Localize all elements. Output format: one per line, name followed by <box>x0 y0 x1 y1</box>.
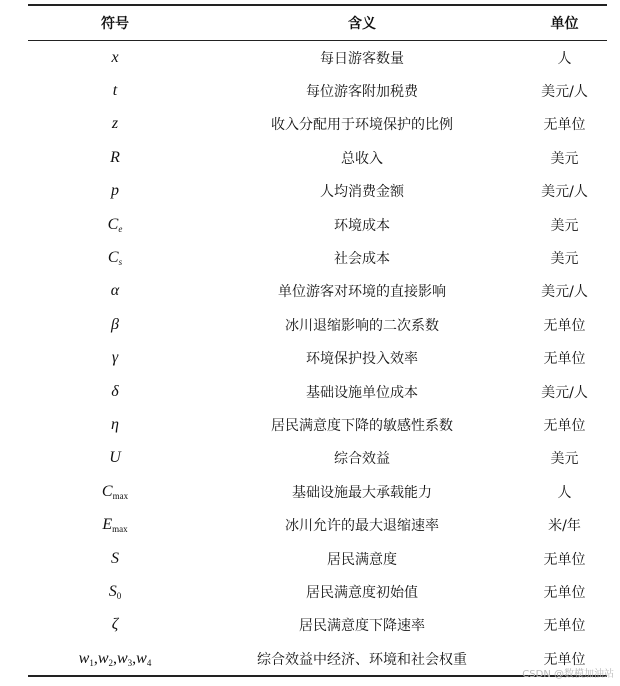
header-unit: 单位 <box>550 16 579 32</box>
meaning-cell: 每位游客附加税费 <box>306 84 418 101</box>
symbol-base: U <box>109 449 121 467</box>
symbol-cell <box>28 175 202 208</box>
meaning-cell: 综合效益 <box>334 451 390 468</box>
table-row <box>28 575 607 608</box>
symbol-cell <box>28 342 202 375</box>
symbol-cell <box>28 308 202 341</box>
symbol-base: p <box>111 182 119 200</box>
symbol-base: β <box>111 315 119 333</box>
symbol-cell <box>28 74 202 107</box>
symbol-table-container <box>28 4 607 677</box>
symbol-cell <box>28 408 202 441</box>
meaning-cell: 冰川允许的最大退缩速率 <box>285 518 439 535</box>
unit-cell: 美元/人 <box>541 84 588 101</box>
unit-cell: 人 <box>557 484 572 501</box>
unit-cell: 米/年 <box>548 518 581 535</box>
symbol-base: C <box>101 482 113 500</box>
table-body <box>28 41 607 677</box>
symbol-base: E <box>102 516 113 534</box>
table-row <box>28 41 607 75</box>
table-row <box>28 175 607 208</box>
meaning-cell: 单位游客对环境的直接影响 <box>278 284 446 301</box>
table-row <box>28 609 607 642</box>
watermark: CSDN @数模加油站 <box>522 669 614 680</box>
meaning-cell: 基础设施单位成本 <box>306 384 418 401</box>
header-symbol: 符号 <box>101 16 129 32</box>
symbol-table <box>28 4 607 677</box>
unit-cell: 美元/人 <box>541 284 588 301</box>
unit-cell: 无单位 <box>543 417 586 434</box>
unit-cell: 无单位 <box>543 317 586 334</box>
table-row <box>28 208 607 241</box>
meaning-cell: 环境成本 <box>334 217 390 234</box>
table-row <box>28 241 607 274</box>
unit-cell: 无单位 <box>543 551 586 568</box>
table-row <box>28 375 607 408</box>
unit-cell: 美元/人 <box>541 184 588 201</box>
header-row <box>28 5 607 41</box>
header-meaning: 含义 <box>348 16 376 32</box>
symbol-cell <box>28 241 202 274</box>
symbol-cell <box>28 108 202 141</box>
symbol-base: ζ <box>111 616 119 634</box>
symbol-cell <box>28 375 202 408</box>
symbol-subscript: max <box>112 524 128 535</box>
symbol-subscript: 0 <box>116 590 122 601</box>
symbol-base: δ <box>111 382 119 400</box>
meaning-cell: 收入分配用于环境保护的比例 <box>271 117 453 134</box>
symbol-base: α <box>110 282 120 300</box>
table-row <box>28 542 607 575</box>
symbol-base: S <box>108 582 117 600</box>
meaning-cell: 社会成本 <box>334 251 390 268</box>
symbol-subscript: s <box>118 257 123 268</box>
symbol-cell <box>28 41 202 75</box>
symbol-base: η <box>111 415 119 433</box>
table-header <box>28 5 607 41</box>
table-row <box>28 108 607 141</box>
symbol-cell <box>28 542 202 575</box>
unit-cell: 美元/人 <box>541 384 588 401</box>
unit-cell: 无单位 <box>543 351 586 368</box>
unit-cell: 无单位 <box>543 117 586 134</box>
table-row <box>28 342 607 375</box>
meaning-cell: 基础设施最大承载能力 <box>292 484 432 501</box>
symbol-cell <box>28 475 202 508</box>
unit-cell: 无单位 <box>543 618 586 635</box>
meaning-cell: 居民满意度初始值 <box>306 584 418 601</box>
unit-cell: 美元 <box>550 251 579 268</box>
symbol-base: x <box>111 48 119 66</box>
symbol-cell <box>28 609 202 642</box>
symbol-base: C <box>107 249 119 267</box>
table-row <box>28 74 607 107</box>
symbol-base: C <box>107 215 119 233</box>
meaning-cell: 环境保护投入效率 <box>306 351 418 368</box>
unit-cell: 无单位 <box>543 651 586 668</box>
symbol-base: S <box>111 549 119 567</box>
table-row <box>28 508 607 541</box>
symbol-subscript: e <box>118 223 123 234</box>
symbol-base: γ <box>111 349 119 367</box>
symbol-cell <box>28 208 202 241</box>
table-row <box>28 141 607 174</box>
meaning-cell: 每日游客数量 <box>320 50 404 67</box>
symbol-base: t <box>112 82 118 100</box>
unit-cell: 无单位 <box>543 584 586 601</box>
symbol-base: z <box>111 115 119 133</box>
unit-cell: 美元 <box>550 451 579 468</box>
symbol-subscript: max <box>112 490 129 501</box>
symbol-cell <box>28 575 202 608</box>
meaning-cell: 居民满意度下降的敏感性系数 <box>271 417 453 434</box>
symbol-cell <box>28 508 202 541</box>
table-row <box>28 475 607 508</box>
unit-cell: 人 <box>557 50 572 67</box>
table-row <box>28 642 607 676</box>
meaning-cell: 冰川退缩影响的二次系数 <box>285 317 439 334</box>
table-row <box>28 408 607 441</box>
meaning-cell: 综合效益中经济、环境和社会权重 <box>257 651 467 668</box>
unit-cell: 美元 <box>550 150 579 167</box>
table-row <box>28 442 607 475</box>
symbol-cell <box>28 275 202 308</box>
symbol-cell <box>28 442 202 475</box>
symbol-cell: $w_1,w_2,w_3,w_4$ <box>78 649 152 668</box>
unit-cell: 美元 <box>550 217 579 234</box>
symbol-base: R <box>110 148 120 166</box>
table-row <box>28 275 607 308</box>
meaning-cell: 居民满意度下降速率 <box>299 618 425 635</box>
table-row <box>28 308 607 341</box>
meaning-cell: 人均消费金额 <box>320 184 404 201</box>
meaning-cell: 总收入 <box>341 150 383 167</box>
meaning-cell: 居民满意度 <box>327 551 397 568</box>
symbol-cell <box>28 141 202 174</box>
